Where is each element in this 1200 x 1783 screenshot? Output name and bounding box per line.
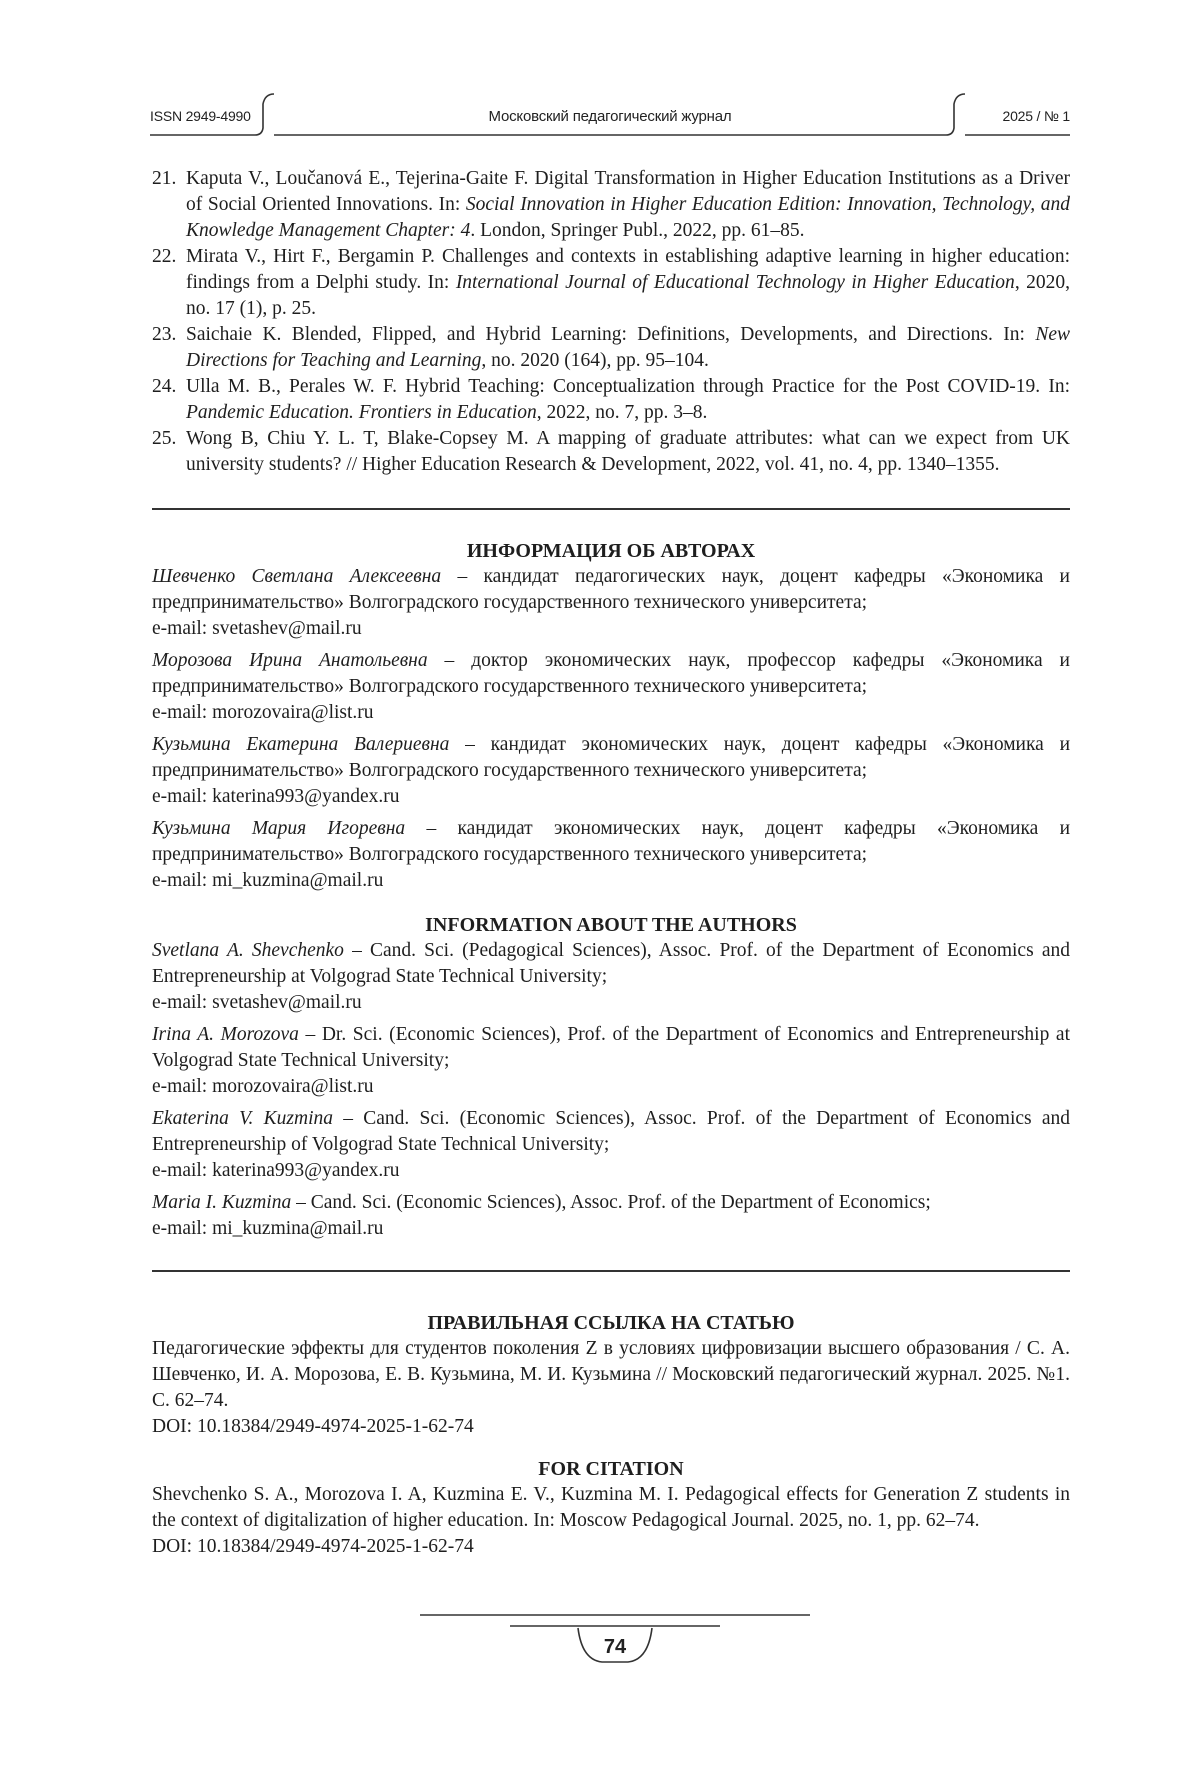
author-description: – Dr. Sci. (Economic Sciences), Prof. of the Department of Economics and Entrepreneurship at Volgograd State Technical University; [152,1024,1070,1071]
reference-number: 24. [152,374,176,400]
author-entry [152,1190,1070,1242]
reference-source: New Directions for Teaching and Learning [186,324,1070,371]
reference-source: International Journal of Educational Technology in Higher Education [456,272,1015,293]
citation-en-title: FOR CITATION [152,1456,1070,1482]
citation-ru-doi: DOI: 10.18384/2949-4974-2025-1-62-74 [152,1414,1070,1440]
reference-number: 23. [152,322,176,348]
author-name: Кузьмина Мария Игоревна [152,818,405,839]
author-entry [152,732,1070,810]
author-name: Ekaterina V. Kuzmina [152,1108,333,1129]
reference-source: Social Innovation in Higher Education Edition: Innovation, Technology, and Knowledge Management Chapter: 4 [186,194,1070,241]
author-email: e-mail: katerina993@yandex.ru [152,1160,400,1181]
author-entry [152,1106,1070,1184]
author-email: e-mail: morozovaira@list.ru [152,702,374,723]
journal-title: Московский педагогический журнал [150,108,1070,125]
reference-text: Mirata V., Hirt F., Bergamin P. Challenges and contexts in establishing adaptive learning in higher education: findings from a Delphi study. In: [186,246,1070,293]
author-entry [152,1022,1070,1100]
reference-text: Kaputa V., Loučanová E., Tejerina-Gaite F. Digital Transformation in Higher Education Institutions as a Driver of Social Oriented Innovations. In: [186,168,1070,215]
reference-tail: , 2022, no. 7, pp. 3–8. [537,402,708,423]
author-entry [152,564,1070,642]
reference-number: 22. [152,244,176,270]
author-name: Svetlana A. Shevchenko [152,940,344,961]
authors-ru-title: ИНФОРМАЦИЯ ОБ АВТОРАХ [152,538,1070,564]
author-description: – Cand. Sci. (Economic Sciences), Assoc. Prof. of the Department of Economics; [291,1192,931,1213]
citation-ru-title: ПРАВИЛЬНАЯ ССЫЛКА НА СТАТЬЮ [152,1310,1070,1336]
citation-en-section [152,1456,1070,1560]
reference-tail: . London, Springer Publ., 2022, pp. 61–85. [470,220,804,241]
reference-tail: , 2020, no. 17 (1), p. 25. [186,272,1070,319]
authors-ru-section [152,538,1070,894]
author-email: e-mail: mi_kuzmina@mail.ru [152,1218,383,1239]
reference-number: 25. [152,426,176,452]
author-name: Кузьмина Екатерина Валериевна [152,734,449,755]
reference-text: Wong B, Chiu Y. L. T, Blake-Copsey M. A mapping of graduate attributes: what can we expect from UK university students? // Higher Education Research & Development, 2022, vol. 41, no. 4, pp. 1340–1355. [186,428,1070,475]
author-description: – доктор экономических наук, профессор кафедры «Экономика и предпринимательство» Волгоградского государственного технического университета; [152,650,1070,697]
reference-text: Saichaie K. Blended, Flipped, and Hybrid Learning: Definitions, Developments, and Directions. In: [186,324,1035,345]
author-name: Шевченко Светлана Алексеевна [152,566,441,587]
reference-source: Pandemic Education. Frontiers in Education [186,402,537,423]
reference-item [152,166,1070,244]
reference-item [152,374,1070,426]
author-email: e-mail: morozovaira@list.ru [152,1076,374,1097]
author-description: – кандидат педагогических наук, доцент кафедры «Экономика и предпринимательство» Волгоградского государственного технического университета; [152,566,1070,613]
running-header [150,92,1070,138]
authors-en-section [152,912,1070,1242]
journal-page [0,0,1200,1783]
authors-en-title: INFORMATION ABOUT THE AUTHORS [152,912,1070,938]
author-description: – Cand. Sci. (Economic Sciences), Assoc. Prof. of the Department of Economics and Entrepreneurship of Volgograd State Technical University; [152,1108,1070,1155]
reference-number: 21. [152,166,176,192]
author-email: e-mail: katerina993@yandex.ru [152,786,400,807]
author-name: Морозова Ирина Анатольевна [152,650,428,671]
page-number: 74 [420,1636,810,1659]
citation-en-text: Shevchenko S. A., Morozova I. A, Kuzmina E. V., Kuzmina M. I. Pedagogical effects for Generation Z students in the context of digitalization of higher education. In: Moscow Pedagogical Journal. 2025, no. 1, pp. 62–74. [152,1482,1070,1534]
reference-list [152,166,1070,478]
author-description: – кандидат экономических наук, доцент кафедры «Экономика и предпринимательство» Волгоградского государственного технического университета; [152,818,1070,865]
section-divider [152,508,1070,510]
reference-tail: , no. 2020 (164), pp. 95–104. [481,350,709,371]
author-entry [152,648,1070,726]
issn-label: ISSN 2949-4990 [150,108,251,124]
author-email: e-mail: svetashev@mail.ru [152,992,362,1013]
citation-ru-text: Педагогические эффекты для студентов поколения Z в условиях цифровизации высшего образования / С. А. Шевченко, И. А. Морозова, Е. В. Кузьмина, М. И. Кузьмина // Московский педагогический журнал. 2025. №1. С. 62–74. [152,1336,1070,1414]
author-email: e-mail: svetashev@mail.ru [152,618,362,639]
section-divider [152,1270,1070,1272]
reference-item [152,244,1070,322]
reference-text: Ulla M. B., Perales W. F. Hybrid Teaching: Conceptualization through Practice for the Post COVID-19. In: [186,376,1070,397]
citation-ru-section [152,1310,1070,1440]
author-email: e-mail: mi_kuzmina@mail.ru [152,870,383,891]
author-name: Maria I. Kuzmina [152,1192,291,1213]
author-description: – Cand. Sci. (Pedagogical Sciences), Assoc. Prof. of the Department of Economics and Entrepreneurship at Volgograd State Technical University; [152,940,1070,987]
page-footer [420,1612,810,1672]
author-entry [152,938,1070,1016]
author-name: Irina A. Morozova [152,1024,299,1045]
issue-label: 2025 / № 1 [1002,108,1070,124]
reference-item [152,322,1070,374]
reference-item [152,426,1070,478]
author-description: – кандидат экономических наук, доцент кафедры «Экономика и предпринимательство» Волгоградского государственного технического университета; [152,734,1070,781]
citation-en-doi: DOI: 10.18384/2949-4974-2025-1-62-74 [152,1534,1070,1560]
author-entry [152,816,1070,894]
